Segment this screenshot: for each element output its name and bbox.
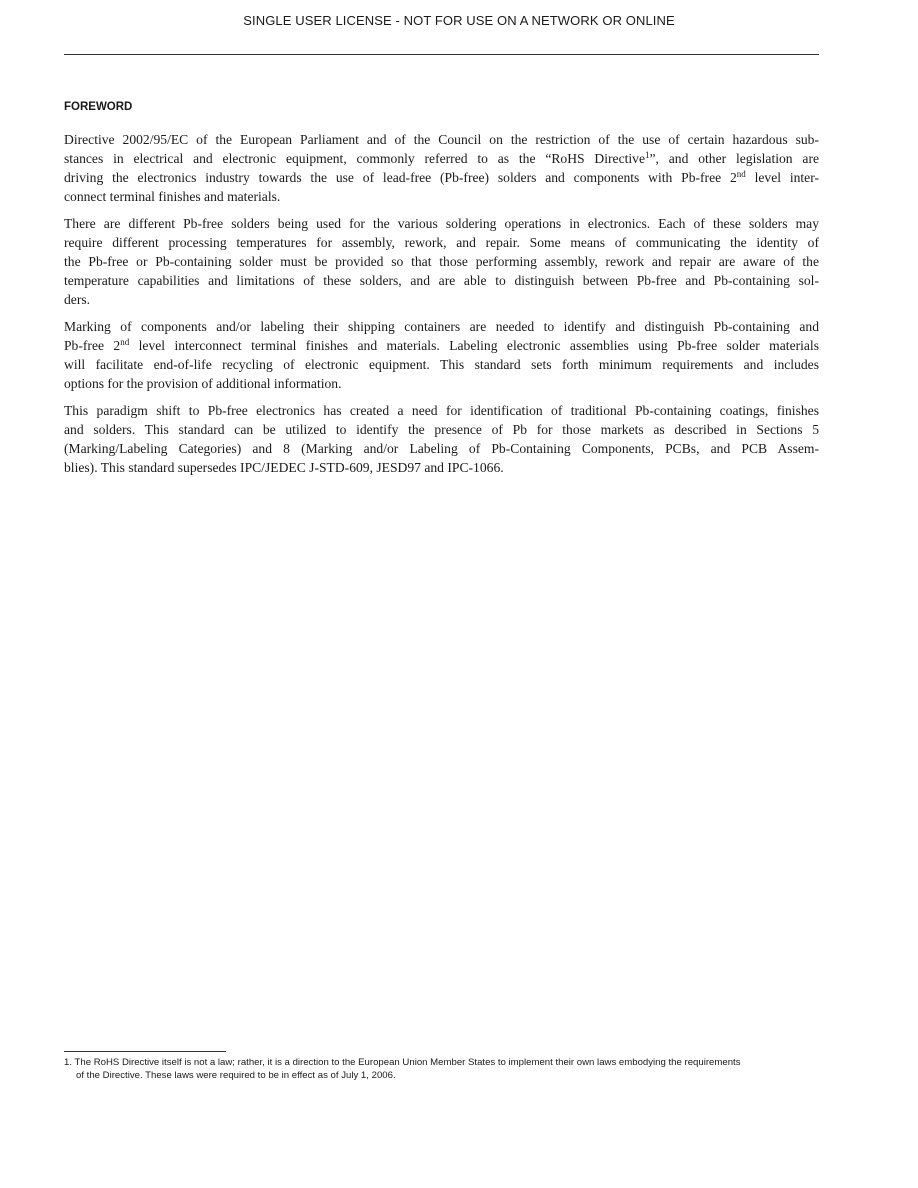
text-line — [64, 168, 819, 187]
paragraph-4 — [64, 401, 819, 477]
text-span: level interconnect terminal finishes and materials. Labeling electronic assemblies using Pb-free solder materials — [129, 338, 820, 353]
text-line: (Marking/Labeling Categories) and 8 (Marking and/or Labeling of Pb-Containing Components, PCBs, and PCB Assem- — [64, 441, 819, 456]
text-span: driving the electronics industry towards the use of lead-free (Pb-free) solders and components with Pb-free 2 — [64, 170, 737, 185]
ordinal-superscript: nd — [120, 337, 130, 347]
text-line — [64, 336, 819, 355]
text-line: and solders. This standard can be utilized to identify the presence of Pb for those markets as described in Sections 5 — [64, 422, 819, 437]
text-line: Directive 2002/95/EC of the European Parliament and of the Council on the restriction of the use of certain hazardous sub- — [64, 132, 819, 147]
paragraph-2 — [64, 214, 819, 309]
text-line: the Pb-free or Pb-containing solder must be provided so that those performing assembly, rework and repair are aware of the — [64, 254, 819, 269]
text-line: blies). This standard supersedes IPC/JEDEC J-STD-609, JESD97 and IPC-1066. — [64, 460, 504, 475]
text-line: connect terminal finishes and materials. — [64, 189, 281, 204]
paragraph-1 — [64, 130, 819, 206]
text-span: stances in electrical and electronic equipment, commonly referred to as the “RoHS Directive — [64, 151, 645, 166]
footnote-line: of the Directive. These laws were required to be in effect as of July 1, 2006. — [76, 1070, 396, 1081]
text-line: will facilitate end-of-life recycling of electronic equipment. This standard sets forth minimum requirements and includes — [64, 357, 819, 372]
text-line: Marking of components and/or labeling their shipping containers are needed to identify and distinguish Pb-containing and — [64, 319, 819, 334]
text-line: There are different Pb-free solders being used for the various soldering operations in electronics. Each of these solders may — [64, 216, 819, 231]
license-header: SINGLE USER LICENSE - NOT FOR USE ON A NETWORK OR ONLINE — [243, 13, 675, 28]
foreword-body — [64, 130, 819, 485]
paragraph-3 — [64, 317, 819, 393]
text-span: level inter- — [745, 170, 819, 185]
text-span: Pb-free 2 — [64, 338, 121, 353]
text-line: require different processing temperatures for assembly, rework, and repair. Some means of communicating the identity of — [64, 235, 819, 250]
text-line: temperature capabilities and limitations of these solders, and are able to distinguish between Pb-free and Pb-containing sol- — [64, 273, 819, 288]
text-line: options for the provision of additional information. — [64, 376, 342, 391]
text-line — [64, 149, 819, 168]
footnote — [64, 1056, 819, 1082]
footnote-divider — [64, 1051, 226, 1052]
ordinal-superscript: nd — [736, 169, 746, 179]
footnote-reference: 1 — [645, 150, 650, 160]
text-line: This paradigm shift to Pb-free electronics has created a need for identification of traditional Pb-containing coatings, finishes — [64, 403, 819, 418]
footnote-line: 1. The RoHS Directive itself is not a law; rather, it is a direction to the European Union Member States to implement their own laws embodying the requirements — [64, 1057, 741, 1068]
text-line: ders. — [64, 292, 91, 307]
header-divider — [64, 54, 819, 55]
section-title: FOREWORD — [64, 101, 133, 113]
text-span: ”, and other legislation are — [649, 151, 820, 166]
